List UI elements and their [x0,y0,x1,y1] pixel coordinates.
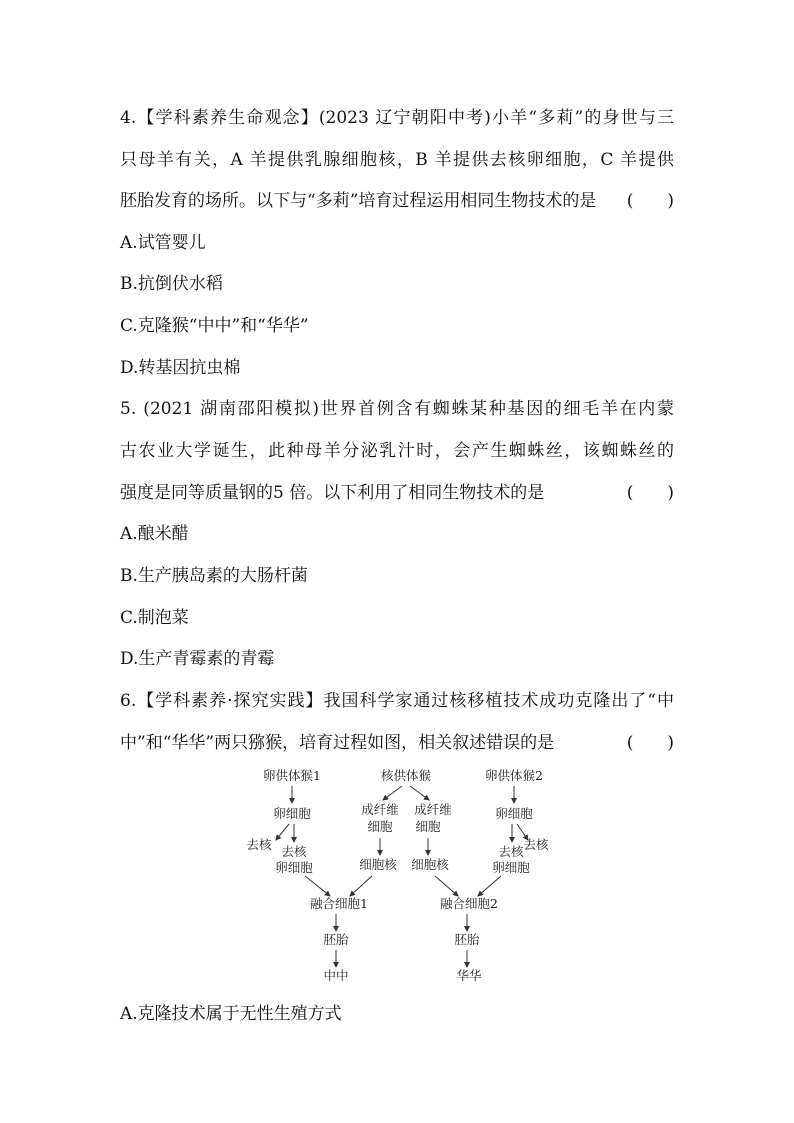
cell-nucleus-1-label: 细胞核 [359,857,397,872]
arrow-nucleus-to-fused2 [435,876,458,896]
left-removed-nucleus-label: 去核 [246,837,272,852]
cell-nucleus-2-label: 细胞核 [411,857,449,872]
zhongzhong-label: 中中 [323,968,349,983]
q4-stem-line1: 4.【学科素养生命观念】(2023 辽宁朝阳中考)小羊“多莉”的身世与三 [120,108,674,128]
q4-option-d: D.转基因抗虫棉 [120,358,241,378]
arrow-donor-to-fibroblast-2 [410,786,429,800]
q4-option-c: C.克隆猴“中中”和“华华” [120,316,309,336]
fibroblast-2-line2: 细胞 [415,819,441,834]
q4-option-a: A.试管婴儿 [120,233,206,253]
right-enucleated-line2: 卵细胞 [492,860,530,875]
right-enucleated-line1: 去核 [498,844,524,859]
fibroblast-1-line1: 成纤维 [361,802,399,817]
q5-stem-text: 强度是同等质量钢的5 倍。以下利用了相同生物技术的是 [120,483,545,503]
arrow-enucleated-to-fused2 [478,876,501,896]
fibroblast-1-line2: 细胞 [367,819,393,834]
arrow-left-remove-nucleus [276,824,289,840]
left-enucleated-line1: 去核 [281,844,307,859]
fused-cell-1-label: 融合细胞1 [310,896,368,911]
egg-donor-2-label: 卵供体猴2 [485,768,543,783]
fibroblast-2-line1: 成纤维 [414,802,452,817]
left-enucleated-line2: 卵细胞 [275,860,313,875]
right-removed-nucleus-label: 去核 [523,837,549,852]
q5-stem-line2: 古农业大学诞生，此种母羊分泌乳汁时，会产生蜘蛛丝，该蜘蛛丝的 [120,441,674,461]
q5-option-d: D.生产青霉素的青霉 [120,649,275,669]
q6-stem-line1: 6.【学科素养·探究实践】我国科学家通过核移植技术成功克隆出了“中 [120,691,674,711]
q5-option-c: C.制泡菜 [120,608,189,628]
egg-cell-1-label: 卵细胞 [273,806,311,821]
embryo-2-label: 胚胎 [454,932,480,947]
q5-option-b: B.生产胰岛素的大肠杆菌 [120,566,308,586]
q5-option-a: A.酿米醋 [120,524,189,544]
q5-answer-blank: ( ) [626,483,674,503]
egg-donor-1-label: 卵供体猴1 [263,768,321,783]
arrow-nucleus-to-fused1 [350,876,372,896]
q6-option-a: A.克隆技术属于无性生殖方式 [120,1004,342,1024]
embryo-1-label: 胚胎 [323,932,349,947]
arrow-enucleated-to-fused1 [305,876,330,896]
q6-answer-blank: ( ) [626,733,674,753]
nucleus-donor-label: 核供体猴 [380,768,432,783]
q5-stem-line1: 5. (2021 湖南邵阳模拟)世界首例含有蜘蛛某种基因的细毛羊在内蒙 [120,399,674,419]
arrow-donor-to-fibroblast-1 [383,786,402,800]
q4-stem-text: 胚胎发育的场所。以下与“多莉”培育过程运用相同生物技术的是 [120,191,597,211]
q4-answer-blank: ( ) [626,191,674,211]
huahua-label: 华华 [456,968,482,983]
q4-stem-line2: 只母羊有关，A 羊提供乳腺细胞核，B 羊提供去核卵细胞，C 羊提供 [120,150,674,170]
fused-cell-2-label: 融合细胞2 [440,896,498,911]
egg-cell-2-label: 卵细胞 [495,806,533,821]
q6-stem-text: 中”和“华华”两只猕猴，培育过程如图，相关叙述错误的是 [120,733,555,753]
q4-option-b: B.抗倒伏水稻 [120,274,223,294]
